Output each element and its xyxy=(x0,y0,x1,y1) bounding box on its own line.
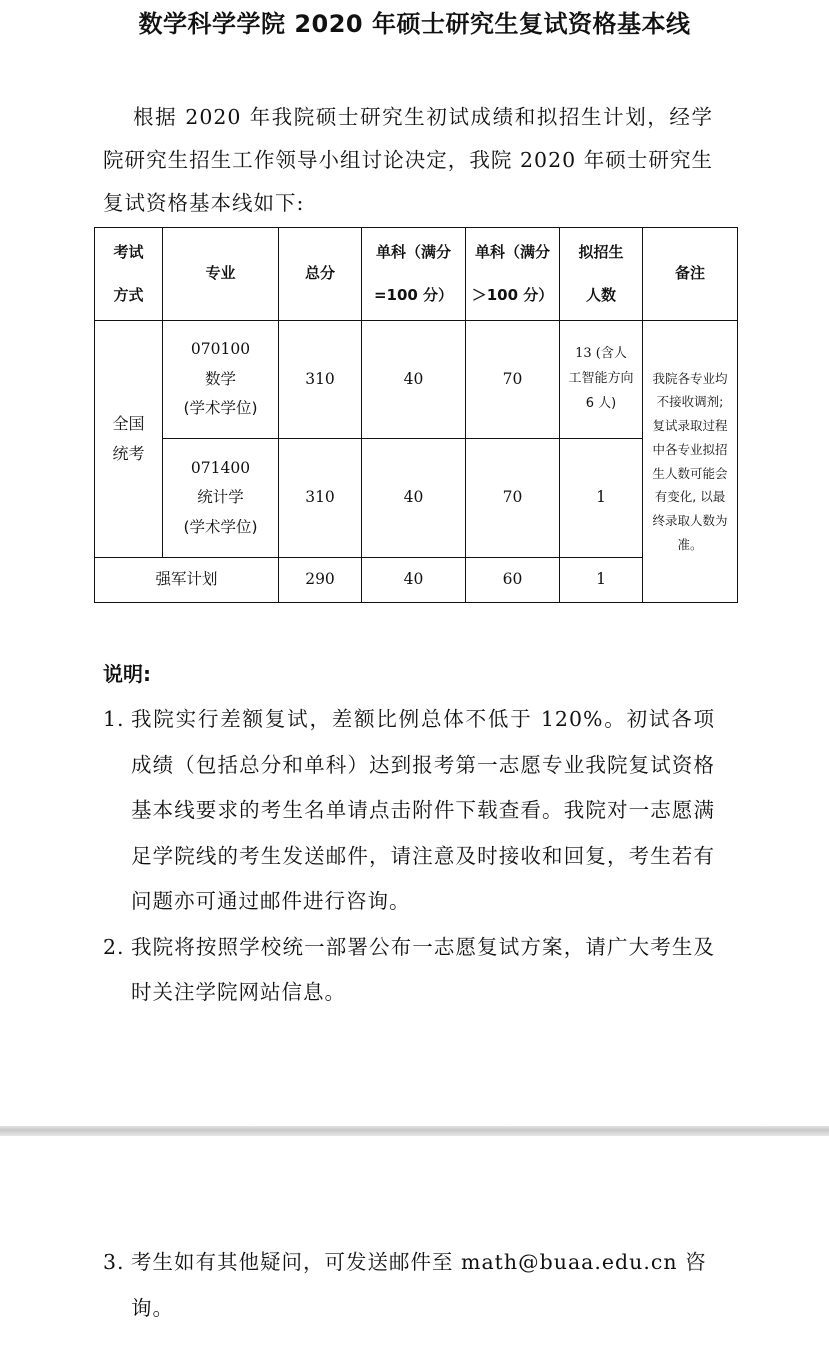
header-single-100: 单科（满分 =100 分） xyxy=(362,228,466,321)
header-exam-method: 考试 方式 xyxy=(95,228,163,321)
single-over-100-cell: 70 xyxy=(466,321,560,439)
table-row-special xyxy=(95,558,738,603)
table-row xyxy=(95,321,738,439)
major-cell: 071400 统计学 (学术学位) xyxy=(163,439,279,558)
single-over-100-cell: 60 xyxy=(466,558,560,603)
page-title: 数学科学学院 2020 年硕士研究生复试资格基本线 xyxy=(138,10,691,38)
single-100-cell: 40 xyxy=(362,439,466,558)
header-remark: 备注 xyxy=(643,228,738,321)
single-100-cell: 40 xyxy=(362,321,466,439)
remark-cell: 我院各专业均不接收调剂; 复试录取过程中各专业拟招生人数可能会有变化, 以最终录取人数为准。 xyxy=(643,321,738,603)
special-plan-label: 强军计划 xyxy=(95,558,279,603)
header-quota: 拟招生 人数 xyxy=(560,228,643,321)
header-single-over-100: 单科（满分 ＞100 分） xyxy=(466,228,560,321)
quota-cell: 1 xyxy=(560,558,643,603)
list-item-number: 3. xyxy=(103,1250,125,1274)
list-item xyxy=(103,697,715,925)
header-major: 专业 xyxy=(163,228,279,321)
list-item-text: 考生如有其他疑问，可发送邮件至 math@buaa.edu.cn 咨询。 xyxy=(131,1250,707,1320)
list-item xyxy=(103,1240,715,1331)
list-item-text: 我院实行差额复试，差额比例总体不低于 120%。初试各项成绩（包括总分和单科）达到报考第一志愿专业我院复试资格基本线要求的考生名单请点击附件下载查看。我院对一志愿满足学院线的考生发送邮件，请注意及时接收和回复，考生若有问题亦可通过邮件进行咨询。 xyxy=(131,707,715,913)
header-total: 总分 xyxy=(279,228,362,321)
notes-list-continued xyxy=(103,1240,715,1331)
notes-heading: 说明: xyxy=(103,662,151,686)
total-score-cell: 310 xyxy=(279,321,362,439)
table-row xyxy=(95,439,738,558)
score-table xyxy=(94,227,738,603)
major-cell: 070100 数学 (学术学位) xyxy=(163,321,279,439)
quota-cell: 13 (含人 工智能方向 6 人) xyxy=(560,321,643,439)
notes-list xyxy=(103,697,715,1016)
quota-cell: 1 xyxy=(560,439,643,558)
table-header-row xyxy=(95,228,738,321)
intro-paragraph: 根据 2020 年我院硕士研究生初试成绩和拟招生计划，经学院研究生招生工作领导小组讨论决定，我院 2020 年硕士研究生复试资格基本线如下: xyxy=(103,105,713,215)
single-100-cell: 40 xyxy=(362,558,466,603)
exam-method-cell: 全国 统考 xyxy=(95,321,163,558)
list-item-text: 我院将按照学校统一部署公布一志愿复试方案，请广大考生及时关注学院网站信息。 xyxy=(131,934,715,1004)
list-item-number: 1. xyxy=(103,707,125,731)
total-score-cell: 290 xyxy=(279,558,362,603)
single-over-100-cell: 70 xyxy=(466,439,560,558)
list-item xyxy=(103,925,715,1016)
total-score-cell: 310 xyxy=(279,439,362,558)
page-separator xyxy=(0,1126,829,1136)
list-item-number: 2. xyxy=(103,934,125,959)
